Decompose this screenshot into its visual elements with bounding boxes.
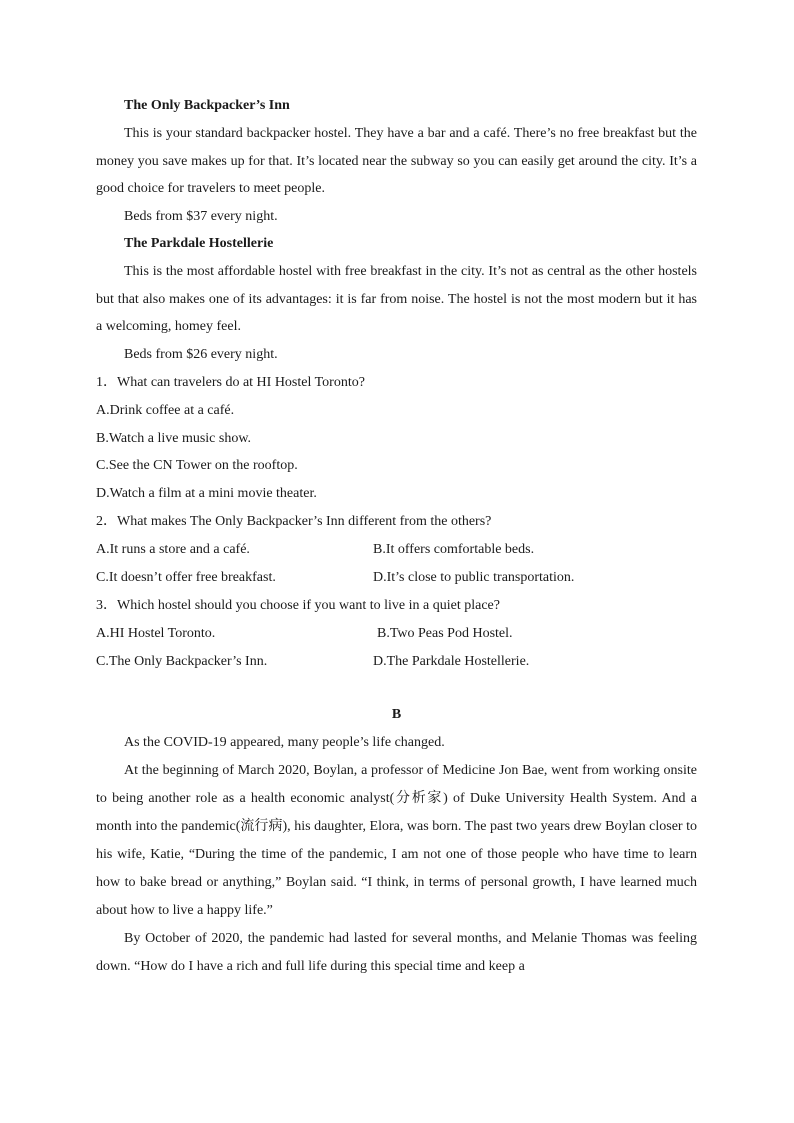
question-3-option-a: A.HI Hostel Toronto. [96,626,216,641]
hostel-price-only-backpackers: Beds from $37 every night. [124,208,278,224]
question-2-options-row-1 [96,536,697,564]
question-1-option-c: C.See the CN Tower on the rooftop. [96,458,298,473]
section-b-title: B [391,707,402,722]
question-3: 3．Which hostel should you choose if you want to live in a quiet place? [96,598,500,613]
question-2-option-d: D.It’s close to public transportation. [373,569,575,585]
document-content [96,92,697,981]
question-3-options-row-1 [96,620,697,648]
question-3-option-d: D.The Parkdale Hostellerie. [373,653,530,669]
hostel-title-only-backpackers: The Only Backpacker’s Inn [124,98,290,113]
question-2-option-b: B.It offers comfortable beds. [373,542,535,557]
section-b-paragraph-1: As the COVID-19 appeared, many people’s life changed. [124,735,445,750]
hostel-description-parkdale: This is the most affordable hostel with free breakfast in the city. It’s not as central as the other hostels but that also makes one of its advantages: it is far from noise. The hostel is not the most modern but it has a welcoming, homey feel. [96,264,697,334]
question-3-options-row-2 [96,648,697,676]
question-3-option-c: C.The Only Backpacker’s Inn. [96,653,268,669]
question-2-option-c: C.It doesn’t offer free breakfast. [96,569,276,585]
hostel-description-only-backpackers: This is your standard backpacker hostel. They have a bar and a café. There’s no free breakfast but the money you save makes up for that. It’s located near the subway so you can easily get around the city. It’s a good choice for travelers to meet people. [96,126,697,196]
section-b-paragraph-2: At the beginning of March 2020, Boylan, a professor of Medicine Jon Bae, went from working onsite to being another role as a health economic analyst(分析家) of Duke University Health System. And a month into the pandemic(流行病), his daughter, Elora, was born. The past two years drew Boylan closer to his wife, Katie, “During the time of the pandemic, I am not one of those people who have time to learn how to bake bread or anything,” Boylan said. “I think, in terms of personal growth, I have learned much about how to live a happy life.” [96,763,697,918]
question-3-option-b: B.Two Peas Pod Hostel. [377,626,513,641]
question-2-options-row-2 [96,564,697,592]
question-2-option-a: A.It runs a store and a café. [96,542,250,557]
question-1: 1．What can travelers do at HI Hostel Toronto? [96,375,365,390]
hostel-title-parkdale: The Parkdale Hostellerie [124,236,274,251]
question-1-option-d: D.Watch a film at a mini movie theater. [96,485,317,501]
section-b-paragraph-3: By October of 2020, the pandemic had lasted for several months, and Melanie Thomas was feeling down. “How do I have a rich and full life during this special time and keep a [96,931,697,974]
question-1-option-b: B.Watch a live music show. [96,430,252,446]
hostel-price-parkdale: Beds from $26 every night. [124,346,278,362]
question-2: 2．What makes The Only Backpacker’s Inn different from the others? [96,514,492,529]
question-1-option-a: A.Drink coffee at a café. [96,403,235,418]
